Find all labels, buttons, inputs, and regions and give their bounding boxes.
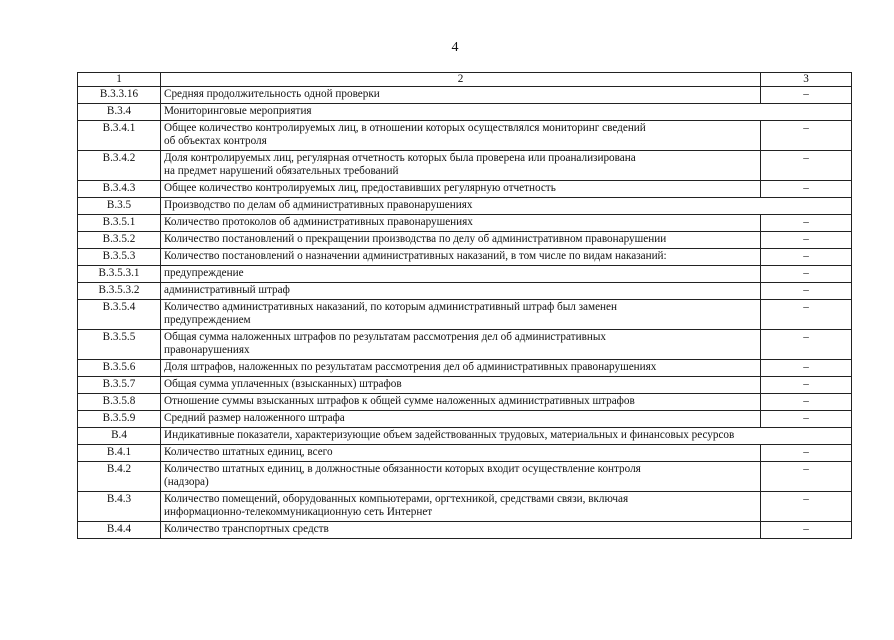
header-col-2: 2	[161, 73, 761, 87]
row-code: В.3.5	[78, 198, 161, 215]
table-row	[78, 411, 852, 428]
row-code: В.4.3	[78, 492, 161, 522]
table-row	[78, 249, 852, 266]
row-name: Количество протоколов об административных правонарушениях	[161, 215, 761, 232]
row-value: –	[761, 151, 852, 181]
row-name: Количество постановлений о назначении административных наказаний, в том числе по видам наказаний:	[161, 249, 761, 266]
table-row	[78, 121, 852, 151]
row-value: –	[761, 445, 852, 462]
table-row	[78, 445, 852, 462]
table-row	[78, 232, 852, 249]
row-code: В.3.4.1	[78, 121, 161, 151]
table-row	[78, 394, 852, 411]
row-value: –	[761, 121, 852, 151]
row-name: предупреждение	[161, 266, 761, 283]
row-value: –	[761, 283, 852, 300]
row-value: –	[761, 232, 852, 249]
row-name: Средний размер наложенного штрафа	[161, 411, 761, 428]
row-value: –	[761, 492, 852, 522]
row-value: –	[761, 330, 852, 360]
row-value: –	[761, 87, 852, 104]
row-code: В.3.5.2	[78, 232, 161, 249]
table-row	[78, 300, 852, 330]
table-row	[78, 104, 852, 121]
row-code: В.3.5.4	[78, 300, 161, 330]
row-code: В.3.5.3	[78, 249, 161, 266]
row-code: В.4.1	[78, 445, 161, 462]
table-row	[78, 330, 852, 360]
row-name: административный штраф	[161, 283, 761, 300]
row-value: –	[761, 522, 852, 539]
row-code: В.3.5.6	[78, 360, 161, 377]
table-row	[78, 198, 852, 215]
row-name: Мониторинговые мероприятия	[161, 104, 852, 121]
row-value: –	[761, 394, 852, 411]
table-row	[78, 283, 852, 300]
row-code: В.3.5.3.2	[78, 283, 161, 300]
row-code: В.4.2	[78, 462, 161, 492]
row-code: В.3.4.2	[78, 151, 161, 181]
table-header-row	[78, 73, 852, 87]
table-row	[78, 522, 852, 539]
row-code: В.3.5.1	[78, 215, 161, 232]
row-name: Отношение суммы взысканных штрафов к общей сумме наложенных административных штрафов	[161, 394, 761, 411]
row-name: Количество постановлений о прекращении производства по делу об административном правонарушении	[161, 232, 761, 249]
row-value: –	[761, 215, 852, 232]
row-code: В.3.5.8	[78, 394, 161, 411]
row-name: Количество штатных единиц, в должностные обязанности которых входит осуществление контроля (надзора)	[161, 462, 761, 492]
row-value: –	[761, 360, 852, 377]
row-code: В.3.5.5	[78, 330, 161, 360]
page-number: 4	[451, 40, 459, 55]
indicator-table	[77, 72, 852, 539]
row-name: Количество административных наказаний, по которым административный штраф был заменен предупреждением	[161, 300, 761, 330]
row-code: В.3.3.16	[78, 87, 161, 104]
row-name: Общее количество контролируемых лиц, в отношении которых осуществлялся мониторинг сведений об объектах контроля	[161, 121, 761, 151]
row-code: В.4	[78, 428, 161, 445]
row-code: В.3.4	[78, 104, 161, 121]
row-name: Индикативные показатели, характеризующие объем задействованных трудовых, материальных и финансовых ресурсов	[161, 428, 852, 445]
row-value: –	[761, 377, 852, 394]
table-body	[78, 73, 852, 539]
row-name: Общее количество контролируемых лиц, предоставивших регулярную отчетность	[161, 181, 761, 198]
table-row	[78, 151, 852, 181]
row-name: Количество штатных единиц, всего	[161, 445, 761, 462]
row-name: Количество помещений, оборудованных компьютерами, оргтехникой, средствами связи, включая информационно-телекоммуникационную сеть Интернет	[161, 492, 761, 522]
table-row	[78, 492, 852, 522]
row-name: Количество транспортных средств	[161, 522, 761, 539]
row-name: Производство по делам об административных правонарушениях	[161, 198, 852, 215]
table-row	[78, 181, 852, 198]
row-value: –	[761, 266, 852, 283]
row-name: Доля штрафов, наложенных по результатам рассмотрения дел об административных правонарушениях	[161, 360, 761, 377]
table-row	[78, 462, 852, 492]
row-name: Доля контролируемых лиц, регулярная отчетность которых была проверена или проанализирована на предмет нарушений обязательных требований	[161, 151, 761, 181]
row-code: В.3.5.9	[78, 411, 161, 428]
row-value: –	[761, 300, 852, 330]
table-row	[78, 215, 852, 232]
row-code: В.3.5.3.1	[78, 266, 161, 283]
table-row	[78, 377, 852, 394]
row-value: –	[761, 411, 852, 428]
row-name: Общая сумма наложенных штрафов по результатам рассмотрения дел об административных правонарушениях	[161, 330, 761, 360]
row-name: Общая сумма уплаченных (взысканных) штрафов	[161, 377, 761, 394]
table-row	[78, 266, 852, 283]
row-code: В.4.4	[78, 522, 161, 539]
row-name: Средняя продолжительность одной проверки	[161, 87, 761, 104]
table-row	[78, 87, 852, 104]
row-code: В.3.4.3	[78, 181, 161, 198]
table-row	[78, 428, 852, 445]
table-row	[78, 360, 852, 377]
row-value: –	[761, 181, 852, 198]
header-col-3: 3	[761, 73, 852, 87]
row-value: –	[761, 249, 852, 266]
row-code: В.3.5.7	[78, 377, 161, 394]
header-col-1: 1	[78, 73, 161, 87]
row-value: –	[761, 462, 852, 492]
